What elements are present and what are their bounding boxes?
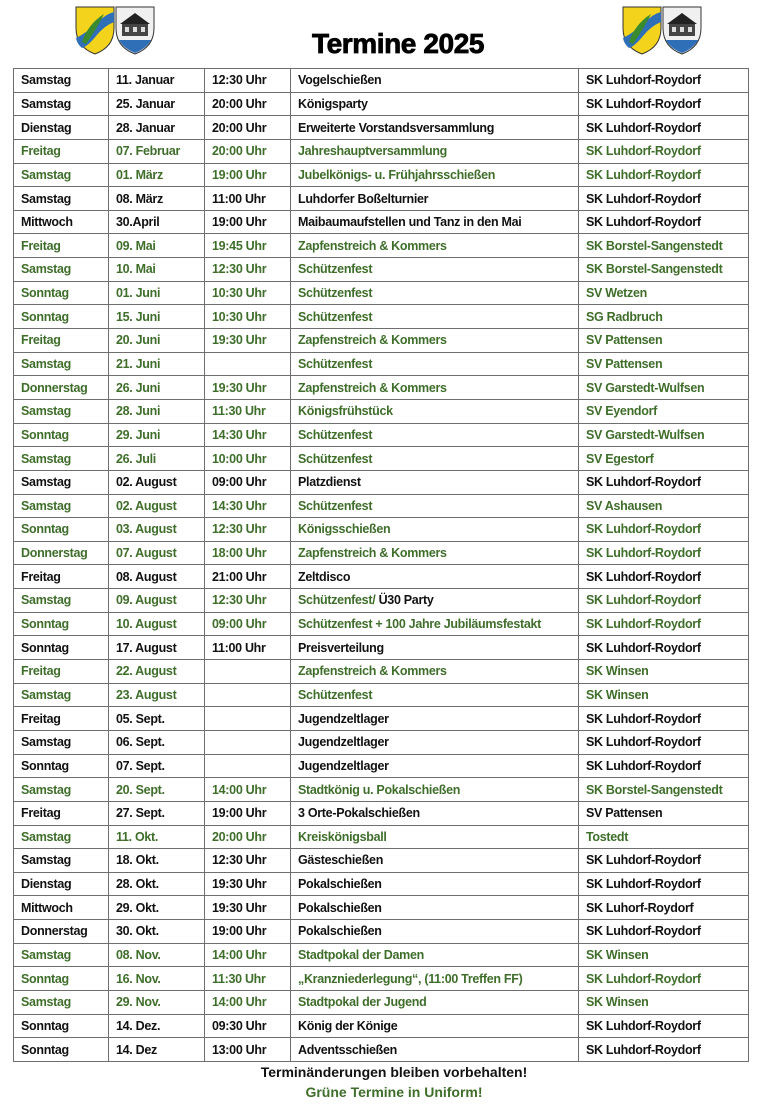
- table-row: [14, 565, 749, 589]
- event-name-cell: Adventsschießen: [291, 1038, 579, 1062]
- event-date-cell: 10. Mai: [109, 258, 205, 282]
- footer-uniform-note: Grüne Termine in Uniform!: [305, 1084, 483, 1100]
- table-row: [14, 1038, 749, 1062]
- event-time-cell: 19:30 Uhr: [205, 872, 291, 896]
- event-location-cell: SK Luhdorf-Roydorf: [579, 116, 749, 140]
- table-row: [14, 423, 749, 447]
- event-location-cell: SV Garstedt-Wulfsen: [579, 376, 749, 400]
- event-time-cell: 14:30 Uhr: [205, 494, 291, 518]
- event-name-cell: Preisverteilung: [291, 636, 579, 660]
- event-day-cell: Samstag: [14, 163, 109, 187]
- event-date-cell: 16. Nov.: [109, 967, 205, 991]
- event-day-cell: Samstag: [14, 258, 109, 282]
- event-date-cell: 17. August: [109, 636, 205, 660]
- table-row: [14, 754, 749, 778]
- event-day-cell: Sonntag: [14, 518, 109, 542]
- event-time-cell: [205, 754, 291, 778]
- event-day-cell: Sonntag: [14, 1038, 109, 1062]
- event-time-cell: 20:00 Uhr: [205, 92, 291, 116]
- event-location-cell: SV Ashausen: [579, 494, 749, 518]
- event-name-cell: Königsparty: [291, 92, 579, 116]
- event-name-cell: Pokalschießen: [291, 872, 579, 896]
- event-day-cell: Sonntag: [14, 1014, 109, 1038]
- event-name-cell: „Kranzniederlegung“, (11:00 Treffen FF): [291, 967, 579, 991]
- event-time-cell: 14:30 Uhr: [205, 423, 291, 447]
- table-row: [14, 447, 749, 471]
- event-location-cell: SK Luhdorf-Roydorf: [579, 69, 749, 93]
- event-time-cell: 11:00 Uhr: [205, 636, 291, 660]
- table-row: [14, 69, 749, 93]
- table-row: [14, 849, 749, 873]
- event-time-cell: 12:30 Uhr: [205, 69, 291, 93]
- event-date-cell: 30.April: [109, 210, 205, 234]
- event-day-cell: Samstag: [14, 69, 109, 93]
- event-date-cell: 14. Dez.: [109, 1014, 205, 1038]
- table-row: [14, 990, 749, 1014]
- event-day-cell: Sonntag: [14, 612, 109, 636]
- event-date-cell: 08. August: [109, 565, 205, 589]
- event-time-cell: 12:30 Uhr: [205, 518, 291, 542]
- event-date-cell: 25. Januar: [109, 92, 205, 116]
- event-time-cell: 19:00 Uhr: [205, 801, 291, 825]
- event-location-cell: SK Luhdorf-Roydorf: [579, 1014, 749, 1038]
- event-location-cell: SK Luhdorf-Roydorf: [579, 612, 749, 636]
- event-time-cell: [205, 707, 291, 731]
- table-row: [14, 494, 749, 518]
- event-name-cell: Jubelkönigs- u. Frühjahrsschießen: [291, 163, 579, 187]
- event-name-cell: 3 Orte-Pokalschießen: [291, 801, 579, 825]
- table-row: [14, 1014, 749, 1038]
- event-name-cell: Pokalschießen: [291, 920, 579, 944]
- event-day-cell: Samstag: [14, 399, 109, 423]
- table-row: [14, 825, 749, 849]
- event-time-cell: [205, 660, 291, 684]
- event-location-cell: SV Pattensen: [579, 352, 749, 376]
- table-row: [14, 210, 749, 234]
- event-name-cell: Zeltdisco: [291, 565, 579, 589]
- event-time-cell: [205, 730, 291, 754]
- event-date-cell: 02. August: [109, 494, 205, 518]
- schedule-table: [13, 68, 749, 1062]
- event-date-cell: 28. Juni: [109, 399, 205, 423]
- table-row: [14, 234, 749, 258]
- event-location-cell: SG Radbruch: [579, 305, 749, 329]
- event-date-cell: 01. März: [109, 163, 205, 187]
- event-day-cell: Donnerstag: [14, 541, 109, 565]
- event-name-cell: Königsfrühstück: [291, 399, 579, 423]
- event-day-cell: Sonntag: [14, 423, 109, 447]
- event-name-cell: Schützenfest: [291, 258, 579, 282]
- event-date-cell: 30. Okt.: [109, 920, 205, 944]
- event-location-cell: SV Pattensen: [579, 329, 749, 353]
- event-day-cell: Freitag: [14, 801, 109, 825]
- event-location-cell: SK Luhdorf-Roydorf: [579, 636, 749, 660]
- event-date-cell: 01. Juni: [109, 281, 205, 305]
- event-date-cell: 20. Sept.: [109, 778, 205, 802]
- event-date-cell: 07. Februar: [109, 139, 205, 163]
- event-name-cell: Schützenfest: [291, 494, 579, 518]
- event-location-cell: SK Luhdorf-Roydorf: [579, 470, 749, 494]
- event-location-cell: SK Winsen: [579, 660, 749, 684]
- event-day-cell: Samstag: [14, 849, 109, 873]
- table-row: [14, 943, 749, 967]
- event-day-cell: Freitag: [14, 234, 109, 258]
- table-row: [14, 778, 749, 802]
- table-row: [14, 139, 749, 163]
- table-row: [14, 470, 749, 494]
- event-day-cell: Donnerstag: [14, 376, 109, 400]
- event-time-cell: 09:00 Uhr: [205, 470, 291, 494]
- event-day-cell: Samstag: [14, 470, 109, 494]
- event-day-cell: Freitag: [14, 660, 109, 684]
- table-row: [14, 612, 749, 636]
- table-row: [14, 187, 749, 211]
- event-time-cell: 12:30 Uhr: [205, 258, 291, 282]
- event-name-cell: Jahreshauptversammlung: [291, 139, 579, 163]
- event-date-cell: 20. Juni: [109, 329, 205, 353]
- event-date-cell: 14. Dez: [109, 1038, 205, 1062]
- event-time-cell: 20:00 Uhr: [205, 116, 291, 140]
- event-time-cell: 19:00 Uhr: [205, 210, 291, 234]
- event-location-cell: SK Luhdorf-Roydorf: [579, 707, 749, 731]
- event-name-cell: Schützenfest + 100 Jahre Jubiläumsfestakt: [291, 612, 579, 636]
- event-date-cell: 21. Juni: [109, 352, 205, 376]
- event-location-cell: SK Luhdorf-Roydorf: [579, 872, 749, 896]
- event-location-cell: SK Luhdorf-Roydorf: [579, 210, 749, 234]
- event-location-cell: SK Borstel-Sangenstedt: [579, 778, 749, 802]
- event-date-cell: 11. Januar: [109, 69, 205, 93]
- event-location-cell: SV Egestorf: [579, 447, 749, 471]
- event-name-cell: Zapfenstreich & Kommers: [291, 234, 579, 258]
- event-name-cell: Platzdienst: [291, 470, 579, 494]
- event-day-cell: Samstag: [14, 589, 109, 613]
- table-row: [14, 872, 749, 896]
- event-time-cell: 09:00 Uhr: [205, 612, 291, 636]
- event-location-cell: SK Luhdorf-Roydorf: [579, 565, 749, 589]
- event-day-cell: Dienstag: [14, 872, 109, 896]
- schedule-table-body: [14, 69, 749, 1062]
- event-name-cell: Königsschießen: [291, 518, 579, 542]
- event-day-cell: Samstag: [14, 943, 109, 967]
- table-row: [14, 896, 749, 920]
- event-date-cell: 22. August: [109, 660, 205, 684]
- event-date-cell: 08. März: [109, 187, 205, 211]
- event-date-cell: 26. Juni: [109, 376, 205, 400]
- event-name-cell: Schützenfest: [291, 423, 579, 447]
- event-time-cell: [205, 352, 291, 376]
- event-name-cell: König der Könige: [291, 1014, 579, 1038]
- event-location-cell: SK Luhdorf-Roydorf: [579, 92, 749, 116]
- table-row: [14, 660, 749, 684]
- event-location-cell: SK Luhdorf-Roydorf: [579, 139, 749, 163]
- event-location-cell: SK Luhdorf-Roydorf: [579, 920, 749, 944]
- event-date-cell: 29. Okt.: [109, 896, 205, 920]
- event-time-cell: 12:30 Uhr: [205, 589, 291, 613]
- table-row: [14, 707, 749, 731]
- page-title: Termine 2025: [311, 28, 485, 59]
- event-name-cell: Vogelschießen: [291, 69, 579, 93]
- table-row: [14, 281, 749, 305]
- event-location-cell: SV Garstedt-Wulfsen: [579, 423, 749, 447]
- event-name-cell: Schützenfest: [291, 447, 579, 471]
- table-row: [14, 329, 749, 353]
- event-date-cell: 11. Okt.: [109, 825, 205, 849]
- event-day-cell: Samstag: [14, 778, 109, 802]
- event-name-cell: Zapfenstreich & Kommers: [291, 660, 579, 684]
- event-day-cell: Freitag: [14, 707, 109, 731]
- event-time-cell: 13:00 Uhr: [205, 1038, 291, 1062]
- event-day-cell: Freitag: [14, 329, 109, 353]
- table-row: [14, 376, 749, 400]
- event-time-cell: 11:30 Uhr: [205, 967, 291, 991]
- event-time-cell: 19:45 Uhr: [205, 234, 291, 258]
- event-location-cell: SK Luhorf-Roydorf: [579, 896, 749, 920]
- footer-note: Terminänderungen bleiben vorbehalten!: [260, 1064, 528, 1080]
- event-day-cell: Samstag: [14, 187, 109, 211]
- event-time-cell: 11:00 Uhr: [205, 187, 291, 211]
- event-location-cell: SK Winsen: [579, 943, 749, 967]
- event-time-cell: 19:00 Uhr: [205, 920, 291, 944]
- table-row: [14, 683, 749, 707]
- table-row: [14, 305, 749, 329]
- event-name-cell: Pokalschießen: [291, 896, 579, 920]
- event-location-cell: SK Luhdorf-Roydorf: [579, 730, 749, 754]
- event-day-cell: Donnerstag: [14, 920, 109, 944]
- event-name-cell: Jugendzeltlager: [291, 730, 579, 754]
- event-location-cell: SV Wetzen: [579, 281, 749, 305]
- event-day-cell: Freitag: [14, 139, 109, 163]
- event-day-cell: Mittwoch: [14, 210, 109, 234]
- event-day-cell: Samstag: [14, 683, 109, 707]
- event-name-cell: Maibaumaufstellen und Tanz in den Mai: [291, 210, 579, 234]
- event-date-cell: 29. Nov.: [109, 990, 205, 1014]
- event-date-cell: 09. Mai: [109, 234, 205, 258]
- event-location-cell: SK Luhdorf-Roydorf: [579, 967, 749, 991]
- event-day-cell: Freitag: [14, 565, 109, 589]
- event-name-cell: Schützenfest: [291, 352, 579, 376]
- event-date-cell: 15. Juni: [109, 305, 205, 329]
- event-date-cell: 29. Juni: [109, 423, 205, 447]
- event-location-cell: SK Borstel-Sangenstedt: [579, 258, 749, 282]
- event-time-cell: 20:00 Uhr: [205, 825, 291, 849]
- event-time-cell: 12:30 Uhr: [205, 849, 291, 873]
- event-location-cell: SK Winsen: [579, 990, 749, 1014]
- event-name-cell: Zapfenstreich & Kommers: [291, 376, 579, 400]
- table-row: [14, 163, 749, 187]
- event-name-cell: Gästeschießen: [291, 849, 579, 873]
- event-day-cell: Samstag: [14, 92, 109, 116]
- event-name-cell: Stadtkönig u. Pokalschießen: [291, 778, 579, 802]
- event-name-cell: Schützenfest: [291, 305, 579, 329]
- event-time-cell: 14:00 Uhr: [205, 990, 291, 1014]
- event-location-cell: SK Luhdorf-Roydorf: [579, 163, 749, 187]
- event-day-cell: Sonntag: [14, 754, 109, 778]
- event-date-cell: 05. Sept.: [109, 707, 205, 731]
- event-date-cell: 09. August: [109, 589, 205, 613]
- table-row: [14, 967, 749, 991]
- event-date-cell: 26. Juli: [109, 447, 205, 471]
- event-time-cell: 20:00 Uhr: [205, 139, 291, 163]
- event-time-cell: 14:00 Uhr: [205, 943, 291, 967]
- event-day-cell: Sonntag: [14, 967, 109, 991]
- table-row: [14, 920, 749, 944]
- event-date-cell: 28. Januar: [109, 116, 205, 140]
- event-time-cell: 09:30 Uhr: [205, 1014, 291, 1038]
- event-location-cell: SK Borstel-Sangenstedt: [579, 234, 749, 258]
- event-day-cell: Dienstag: [14, 116, 109, 140]
- table-row: [14, 730, 749, 754]
- event-time-cell: 11:30 Uhr: [205, 399, 291, 423]
- event-name-cell: Jugendzeltlager: [291, 707, 579, 731]
- event-date-cell: 08. Nov.: [109, 943, 205, 967]
- table-row: [14, 352, 749, 376]
- event-time-cell: 19:30 Uhr: [205, 376, 291, 400]
- event-day-cell: Samstag: [14, 352, 109, 376]
- table-row: [14, 636, 749, 660]
- event-day-cell: Samstag: [14, 494, 109, 518]
- event-name-cell: Zapfenstreich & Kommers: [291, 329, 579, 353]
- event-date-cell: 07. Sept.: [109, 754, 205, 778]
- table-row: [14, 541, 749, 565]
- event-time-cell: 19:30 Uhr: [205, 896, 291, 920]
- event-time-cell: [205, 683, 291, 707]
- event-name-cell: Schützenfest: [291, 683, 579, 707]
- event-location-cell: SK Luhdorf-Roydorf: [579, 754, 749, 778]
- event-name-cell: Kreiskönigsball: [291, 825, 579, 849]
- event-location-cell: SK Luhdorf-Roydorf: [579, 589, 749, 613]
- event-day-cell: Samstag: [14, 447, 109, 471]
- event-day-cell: Samstag: [14, 990, 109, 1014]
- event-date-cell: 06. Sept.: [109, 730, 205, 754]
- table-row: [14, 399, 749, 423]
- table-row: [14, 801, 749, 825]
- event-location-cell: SK Luhdorf-Roydorf: [579, 1038, 749, 1062]
- event-name-suffix: Ü30 Party: [378, 593, 434, 608]
- event-time-cell: 18:00 Uhr: [205, 541, 291, 565]
- event-location-cell: SV Eyendorf: [579, 399, 749, 423]
- event-date-cell: 03. August: [109, 518, 205, 542]
- event-date-cell: 10. August: [109, 612, 205, 636]
- event-name-text: Schützenfest/: [298, 593, 376, 608]
- event-date-cell: 23. August: [109, 683, 205, 707]
- event-time-cell: 19:00 Uhr: [205, 163, 291, 187]
- event-time-cell: 10:30 Uhr: [205, 281, 291, 305]
- event-date-cell: 18. Okt.: [109, 849, 205, 873]
- event-name-cell: Stadtpokal der Damen: [291, 943, 579, 967]
- event-name-cell: Zapfenstreich & Kommers: [291, 541, 579, 565]
- table-row: [14, 116, 749, 140]
- event-day-cell: Samstag: [14, 825, 109, 849]
- event-day-cell: Sonntag: [14, 636, 109, 660]
- event-name-cell: Schützenfest: [291, 281, 579, 305]
- table-row: [14, 518, 749, 542]
- event-name-cell: Stadtpokal der Jugend: [291, 990, 579, 1014]
- event-date-cell: 27. Sept.: [109, 801, 205, 825]
- event-day-cell: Mittwoch: [14, 896, 109, 920]
- event-name-cell: Jugendzeltlager: [291, 754, 579, 778]
- event-location-cell: Tostedt: [579, 825, 749, 849]
- event-location-cell: SK Luhdorf-Roydorf: [579, 187, 749, 211]
- event-date-cell: 02. August: [109, 470, 205, 494]
- event-time-cell: 10:30 Uhr: [205, 305, 291, 329]
- event-location-cell: SK Luhdorf-Roydorf: [579, 849, 749, 873]
- event-day-cell: Sonntag: [14, 305, 109, 329]
- event-day-cell: Sonntag: [14, 281, 109, 305]
- event-day-cell: Samstag: [14, 730, 109, 754]
- event-name-cell: [291, 589, 579, 613]
- event-time-cell: 10:00 Uhr: [205, 447, 291, 471]
- table-row: [14, 92, 749, 116]
- event-location-cell: SV Pattensen: [579, 801, 749, 825]
- event-name-cell: Luhdorfer Boßelturnier: [291, 187, 579, 211]
- table-row: [14, 258, 749, 282]
- table-row: [14, 589, 749, 613]
- event-date-cell: 07. August: [109, 541, 205, 565]
- event-time-cell: 21:00 Uhr: [205, 565, 291, 589]
- event-name-cell: Erweiterte Vorstandsversammlung: [291, 116, 579, 140]
- event-location-cell: SK Luhdorf-Roydorf: [579, 518, 749, 542]
- event-location-cell: SK Winsen: [579, 683, 749, 707]
- event-location-cell: SK Luhdorf-Roydorf: [579, 541, 749, 565]
- event-time-cell: 19:30 Uhr: [205, 329, 291, 353]
- event-date-cell: 28. Okt.: [109, 872, 205, 896]
- event-time-cell: 14:00 Uhr: [205, 778, 291, 802]
